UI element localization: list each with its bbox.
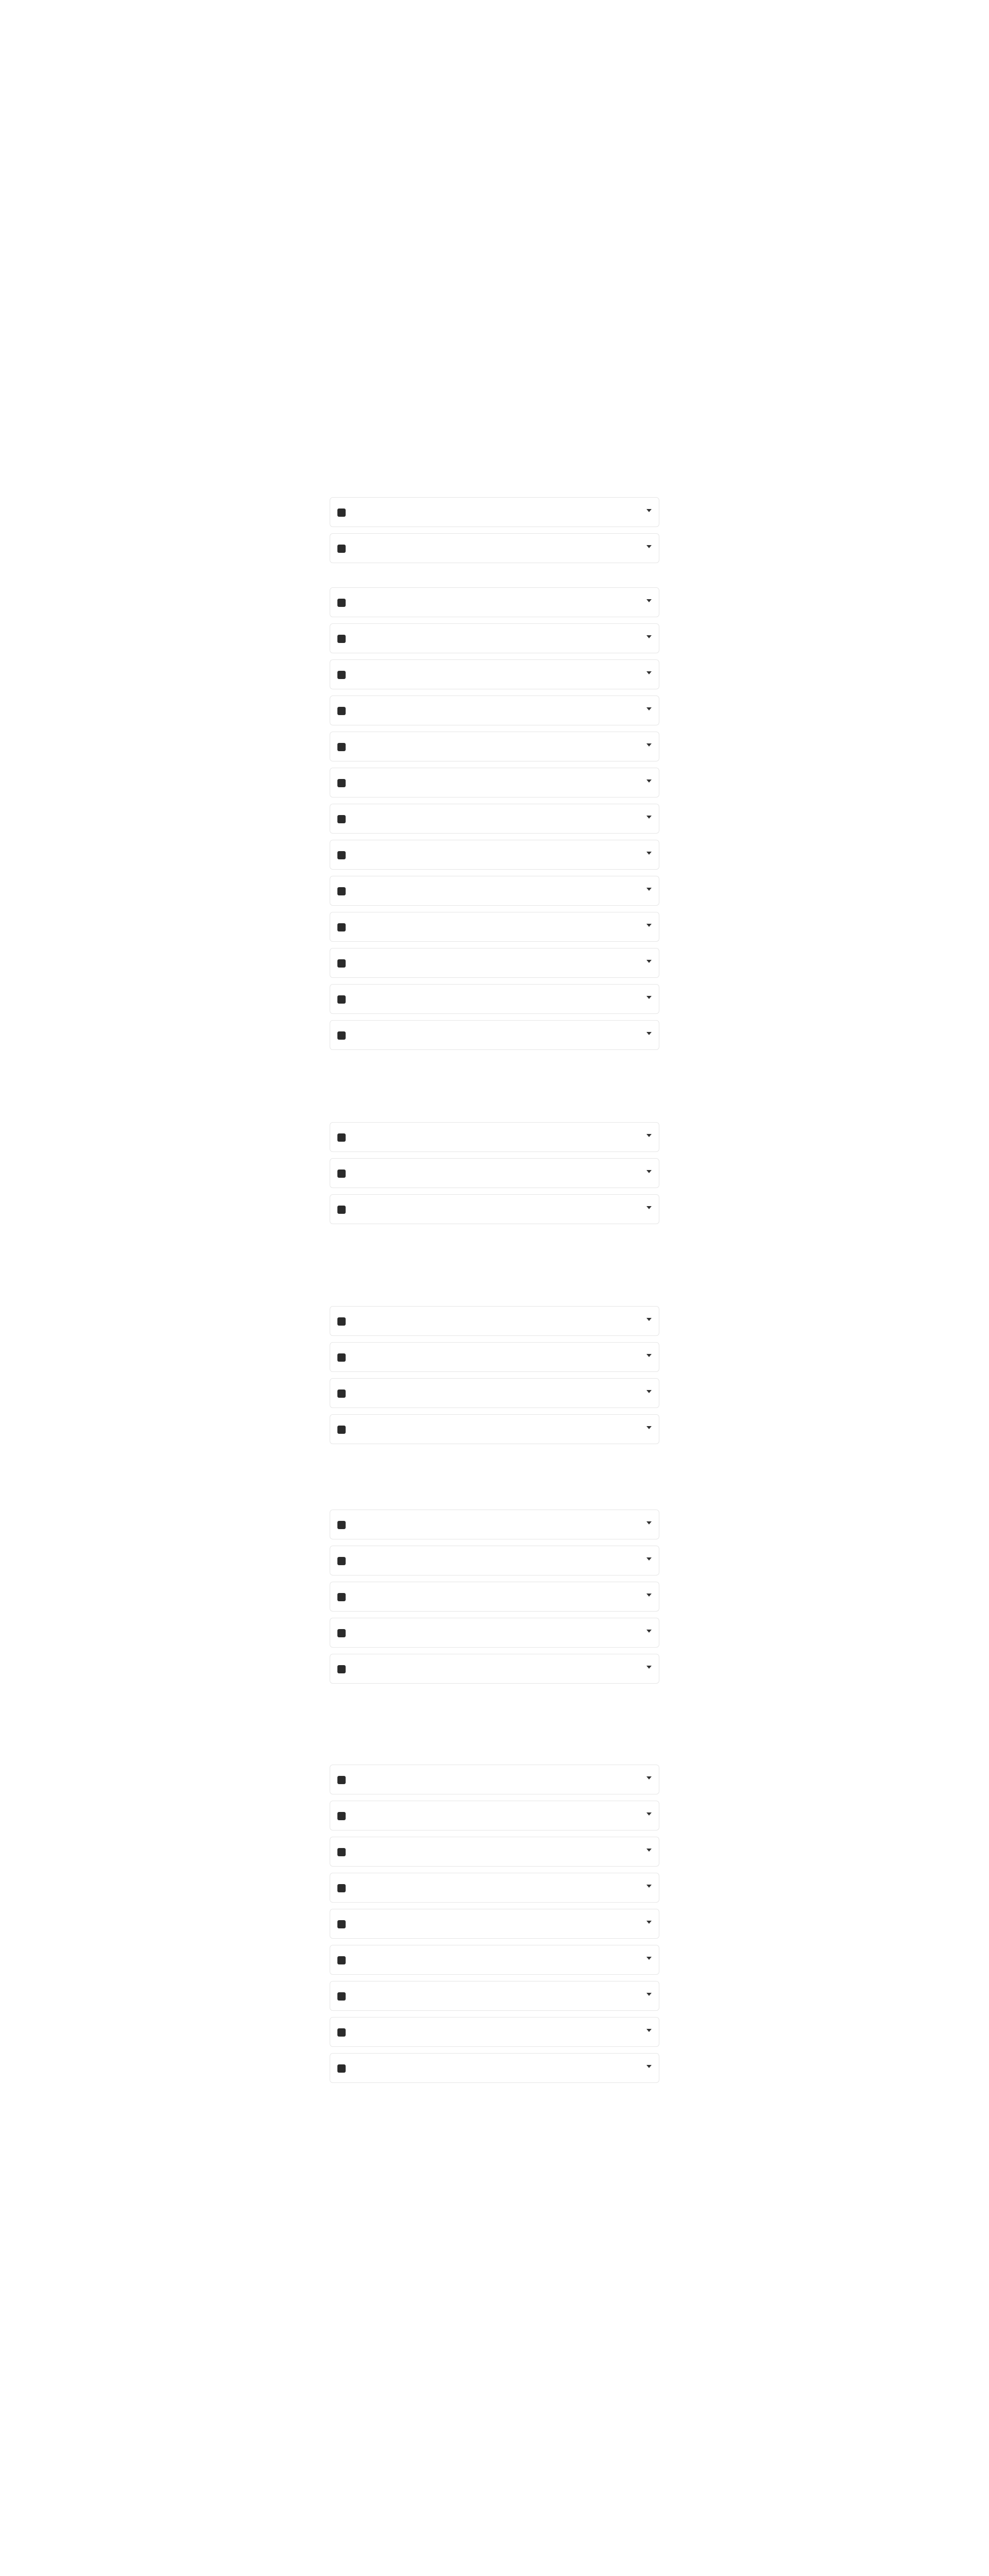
intro-paragraph [330,155,659,175]
measurement-description [330,1477,659,1491]
tracker-accordion[interactable] [330,1873,659,1903]
chevron-down-icon[interactable] [646,924,652,927]
chevron-down-icon[interactable] [646,1594,652,1597]
chevron-down-icon[interactable] [646,1776,652,1780]
tracker-icon [337,1170,346,1178]
chevron-down-icon[interactable] [646,1957,652,1960]
tracker-icon [337,1521,346,1529]
chevron-down-icon[interactable] [646,779,652,783]
chevron-down-icon[interactable] [646,1849,652,1852]
tracker-accordion[interactable] [330,1546,659,1575]
optout-paragraph [330,2392,659,2422]
owner-address-line [330,2530,659,2537]
tracker-accordion[interactable] [330,804,659,834]
tracker-accordion[interactable] [330,623,659,653]
tracker-accordion[interactable] [330,948,659,978]
chevron-down-icon[interactable] [646,1521,652,1524]
tracker-icon [337,995,346,1004]
tracker-accordion[interactable] [330,587,659,617]
chevron-down-icon[interactable] [646,1812,652,1816]
tracker-icon [337,851,346,859]
tracker-accordion[interactable] [330,1306,659,1336]
tracker-icon [337,707,346,715]
consequences-paragraph [330,2460,659,2490]
control-intro [330,2187,659,2195]
tracker-accordion[interactable] [330,1765,659,1794]
marketing-description [330,1719,659,1739]
chevron-down-icon[interactable] [646,1206,652,1209]
manage-paragraph [330,2148,659,2169]
tracker-icon [337,1776,346,1784]
tracker-icon [337,1353,346,1362]
chevron-down-icon[interactable] [646,2029,652,2032]
tracker-icon [337,1629,346,1637]
tracker-accordion[interactable] [330,1909,659,1939]
intro-paragraph [330,117,659,138]
tracker-accordion[interactable] [330,1837,659,1867]
tracker-accordion[interactable] [330,1801,659,1831]
tracker-accordion[interactable] [330,1158,659,1188]
tracker-icon [337,1133,346,1142]
tracker-accordion[interactable] [330,659,659,689]
tracker-icon [337,743,346,751]
tracker-icon [337,2064,346,2073]
tracker-accordion[interactable] [330,876,659,906]
tracker-accordion[interactable] [330,732,659,761]
tracker-icon [337,509,346,517]
chevron-down-icon[interactable] [646,1885,652,1888]
chevron-down-icon[interactable] [646,1390,652,1393]
tracker-icon [337,815,346,823]
chevron-down-icon[interactable] [646,888,652,891]
tracker-icon [337,1389,346,1398]
chevron-down-icon[interactable] [646,509,652,512]
tracker-accordion[interactable] [330,1582,659,1612]
chevron-down-icon[interactable] [646,635,652,638]
chevron-down-icon[interactable] [646,2065,652,2068]
tracker-accordion[interactable] [330,912,659,942]
intro-paragraph [330,93,659,113]
chevron-down-icon[interactable] [646,707,652,710]
tracker-accordion[interactable] [330,1378,659,1408]
tracker-icon [337,635,346,643]
tracker-icon [337,671,346,679]
chevron-down-icon[interactable] [646,671,652,674]
tracker-icon [337,1812,346,1820]
tracker-icon [337,1206,346,1214]
experience-description [330,1259,659,1280]
chevron-down-icon[interactable] [646,1170,652,1173]
chevron-down-icon[interactable] [646,852,652,855]
tracker-accordion[interactable] [330,840,659,870]
chevron-down-icon[interactable] [646,960,652,963]
chevron-down-icon[interactable] [646,743,652,747]
chevron-down-icon[interactable] [646,1354,652,1357]
mobile-note [330,2345,659,2376]
tracker-icon [337,1992,346,2001]
chevron-down-icon[interactable] [646,1921,652,1924]
tracker-accordion[interactable] [330,2017,659,2047]
tracker-accordion[interactable] [330,1510,659,1539]
tracker-icon [337,1557,346,1565]
tracker-accordion[interactable] [330,1945,659,1975]
tracker-icon [337,1848,346,1856]
manage-paragraph [330,2115,659,2143]
tracker-accordion[interactable] [330,1981,659,2011]
necessary-description [330,456,659,477]
chevron-down-icon[interactable] [646,599,652,602]
tracker-icon [337,1317,346,1326]
tracker-icon [337,599,346,607]
chevron-down-icon[interactable] [646,1557,652,1561]
tracker-icon [337,887,346,895]
chevron-down-icon[interactable] [646,545,652,548]
tracker-accordion[interactable] [330,1414,659,1444]
tracker-accordion[interactable] [330,1194,659,1224]
tracker-icon [337,1031,346,1040]
tracker-icon [337,1426,346,1434]
owner-address-line [330,2546,659,2553]
tracker-icon [337,1884,346,1892]
chevron-down-icon[interactable] [646,816,652,819]
chevron-down-icon[interactable] [646,1993,652,1996]
tracker-accordion[interactable] [330,768,659,798]
tracker-accordion[interactable] [330,1618,659,1648]
tracker-icon [337,923,346,931]
intro-paragraph [330,181,659,202]
intro-paragraph [330,216,659,237]
optout-paragraph [330,2428,659,2443]
browser-note [330,2234,659,2247]
tracker-accordion[interactable] [330,1020,659,1050]
functionality-description [330,1077,659,1097]
tracker-icon [337,959,346,968]
chevron-down-icon[interactable] [646,1134,652,1137]
tracker-accordion[interactable] [330,984,659,1014]
tracker-icon [337,545,346,553]
tracker-icon [337,1956,346,1964]
tracker-accordion[interactable] [330,696,659,725]
tracker-accordion[interactable] [330,1122,659,1152]
tracker-accordion[interactable] [330,497,659,527]
chevron-down-icon[interactable] [646,1318,652,1321]
chevron-down-icon[interactable] [646,1630,652,1633]
chevron-down-icon[interactable] [646,996,652,999]
tracker-icon [337,1665,346,1673]
cookie-policy-document [330,0,659,2576]
chevron-down-icon[interactable] [646,1426,652,1429]
tracker-accordion[interactable] [330,2053,659,2083]
tracker-icon [337,1920,346,1928]
tracker-accordion[interactable] [330,533,659,563]
tracker-accordion[interactable] [330,1342,659,1372]
tracker-accordion[interactable] [330,1654,659,1684]
tracker-icon [337,1593,346,1601]
tracker-icon [337,779,346,787]
owner-address-line [330,2538,659,2545]
chevron-down-icon[interactable] [646,1666,652,1669]
browser-list-intro [330,2251,659,2265]
tracker-icon [337,2028,346,2037]
chevron-down-icon[interactable] [646,1032,652,1035]
